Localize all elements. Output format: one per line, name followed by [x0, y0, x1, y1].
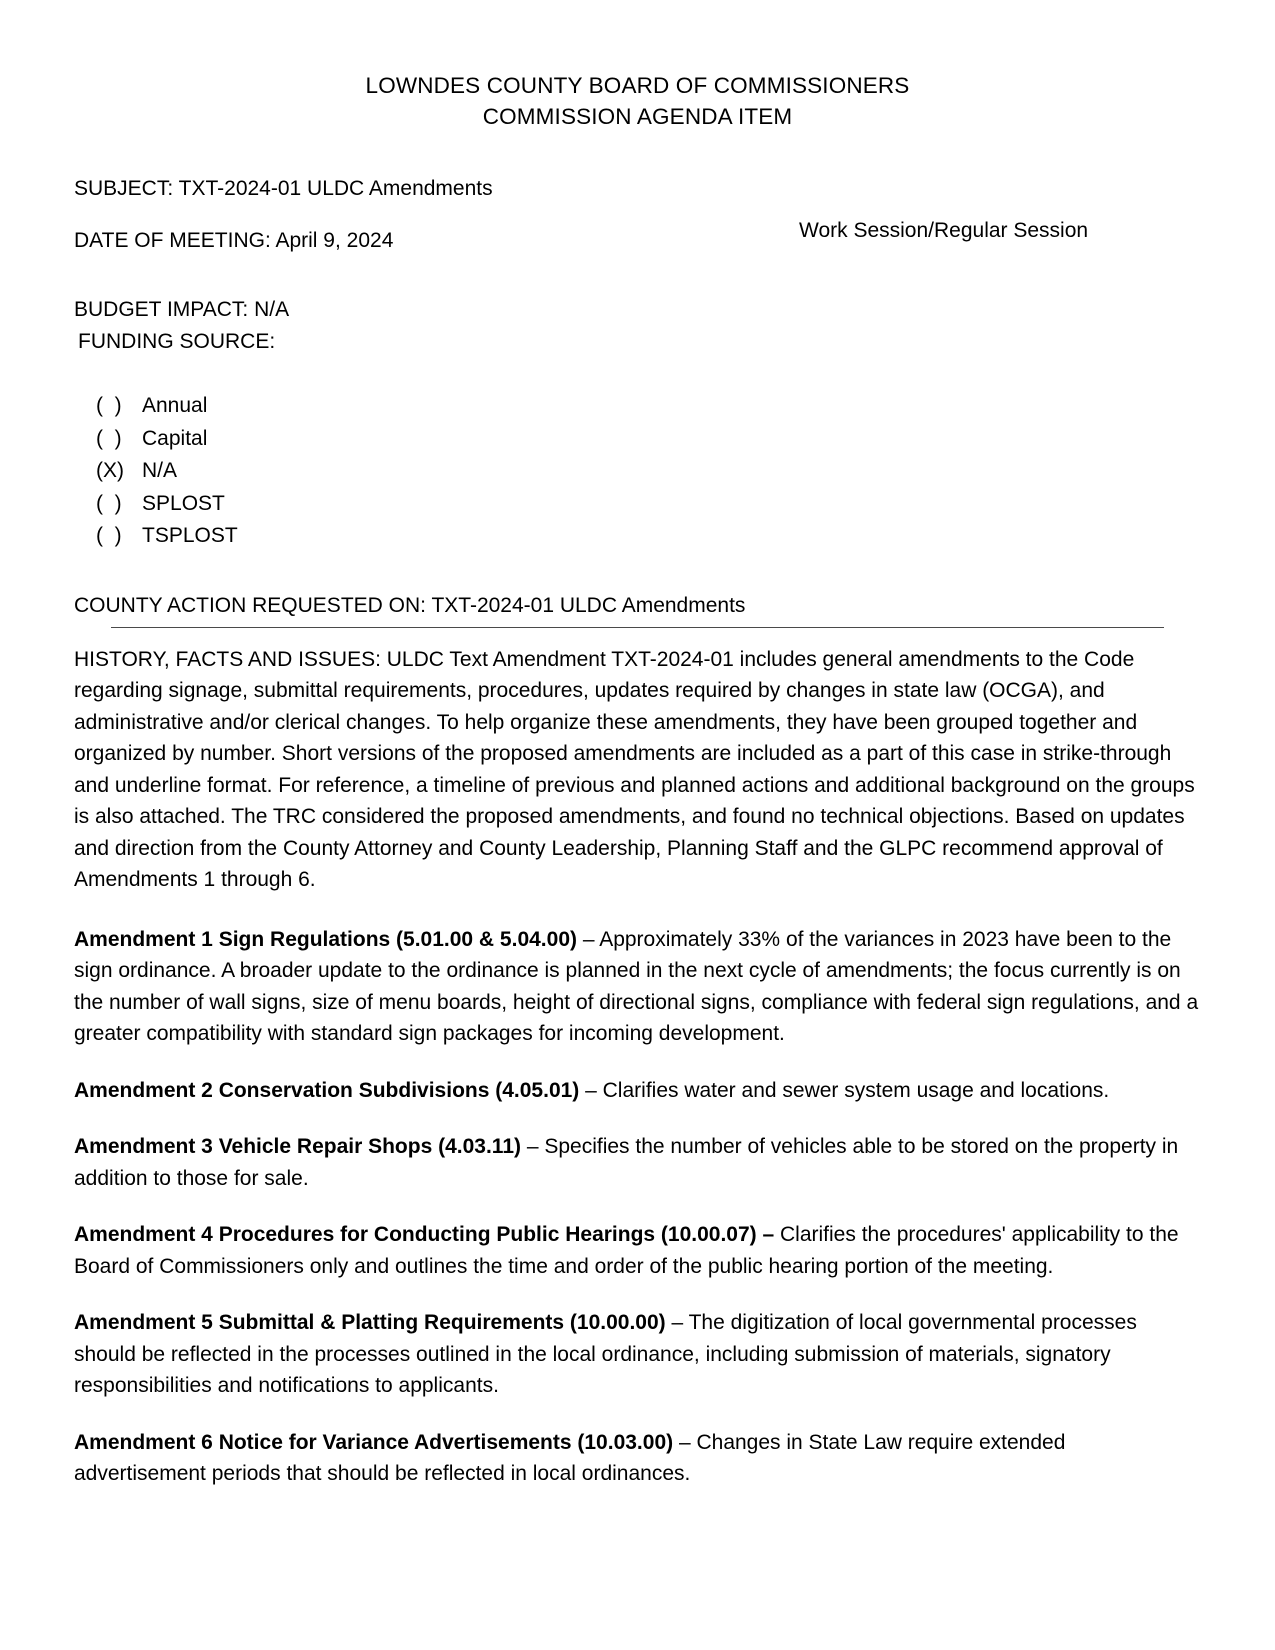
amendment-3-heading: Amendment 3 Vehicle Repair Shops (4.03.11) — [74, 1135, 521, 1158]
subject-line: SUBJECT: TXT-2024-01 ULDC Amendments — [74, 177, 493, 200]
checkbox-annual[interactable]: ( ) — [96, 394, 122, 417]
funding-option-label: SPLOST — [142, 491, 225, 515]
funding-option-label: Capital — [142, 426, 208, 450]
funding-option-label: TSPLOST — [142, 524, 238, 547]
amendment-5 — [74, 1307, 1201, 1402]
amendment-6-body: – Changes in State Law require extended advertisement periods that should be reflected in local ordinances. — [74, 1430, 1066, 1485]
amendment-4-body: Clarifies the procedures' applicability to the Board of Commissioners only and outlines the time and order of the public hearing portion of the meeting. — [74, 1223, 1179, 1278]
amendment-4-heading: Amendment 4 Procedures for Conducting Public Hearings (10.00.07) – — [74, 1223, 775, 1246]
amendment-4 — [74, 1219, 1201, 1282]
title-line-2: COMMISSION AGENDA ITEM — [482, 104, 793, 129]
funding-source-options — [74, 390, 1201, 553]
amendment-1-body: – Approximately 33% of the variances in 2023 have been to the sign ordinance. A broader update to the ordinance is planned in the next cycle of amendments; the focus currently is on the number of wall signs, size of menu boards, height of directional signs, compliance with federal sign regulations, and a greater compatibility with standard sign packages for incoming development. — [74, 927, 1199, 1045]
checkbox-tsplost[interactable]: ( ) — [96, 524, 122, 547]
amendment-6 — [74, 1427, 1201, 1490]
page-title — [74, 70, 1201, 132]
amendment-3-body: – Specifies the number of vehicles able to be stored on the property in addition to those for sale. — [74, 1135, 1179, 1190]
funding-option-tsplost[interactable] — [96, 520, 1201, 553]
checkbox-capital[interactable]: ( ) — [96, 426, 122, 450]
amendment-3 — [74, 1131, 1201, 1194]
funding-option-splost[interactable] — [96, 488, 1201, 521]
amendment-2-heading: Amendment 2 Conservation Subdivisions (4.05.01) — [74, 1078, 580, 1102]
history-paragraph: HISTORY, FACTS AND ISSUES: ULDC Text Amendment TXT-2024-01 includes general amendments to the Code regarding signage, submittal requirements, procedures, updates required by changes in state law (OCGA), and administrative and/or clerical changes. To help organize these amendments, they have been grouped together and organized by number. Short versions of the proposed amendments are included as a part of this case in strike-through and underline format. For reference, a timeline of previous and planned actions and additional background on the groups is also attached. The TRC considered the proposed amendments, and found no technical objections. Based on updates and direction from the County Attorney and County Leadership, Planning Staff and the GLPC recommend approval of Amendments 1 through 6. — [74, 647, 1195, 891]
title-line-1: LOWNDES COUNTY BOARD OF COMMISSIONERS — [365, 73, 910, 98]
amendment-5-heading: Amendment 5 Submittal & Platting Requirements (10.00.00) — [74, 1311, 666, 1334]
funding-option-label: N/A — [142, 459, 178, 482]
budget-impact-line: BUDGET IMPACT: N/A — [74, 298, 290, 321]
funding-source-label: FUNDING SOURCE: — [78, 330, 276, 353]
checkbox-na[interactable]: (X) — [96, 459, 124, 482]
document-body — [74, 644, 1201, 1490]
amendment-2 — [74, 1075, 1201, 1107]
amendment-5-body: – The digitization of local governmental processes should be reflected in the processes outlined in the local ordinance, including submission of materials, signatory responsibilities and notifications to applicants. — [74, 1311, 1137, 1397]
amendment-6-heading: Amendment 6 Notice for Variance Advertisements (10.03.00) — [74, 1430, 674, 1454]
funding-option-label: Annual — [142, 394, 208, 417]
funding-option-capital[interactable] — [96, 423, 1201, 456]
funding-option-annual[interactable] — [96, 390, 1201, 423]
county-action-requested-line: COUNTY ACTION REQUESTED ON: TXT-2024-01 ULDC Amendments — [74, 593, 746, 617]
funding-option-na[interactable] — [96, 455, 1201, 488]
session-type-note: Work Session/Regular Session — [799, 219, 1089, 242]
date-of-meeting-line: DATE OF MEETING: April 9, 2024 — [74, 229, 394, 252]
amendment-2-body: – Clarifies water and sewer system usage and locations. — [579, 1078, 1110, 1102]
checkbox-splost[interactable]: ( ) — [96, 491, 122, 515]
budget-block — [74, 294, 1201, 358]
section-divider — [111, 627, 1164, 628]
amendment-1 — [74, 924, 1201, 1050]
header-block — [74, 174, 1201, 256]
amendment-1-heading: Amendment 1 Sign Regulations (5.01.00 & 5.04.00) — [74, 927, 577, 951]
